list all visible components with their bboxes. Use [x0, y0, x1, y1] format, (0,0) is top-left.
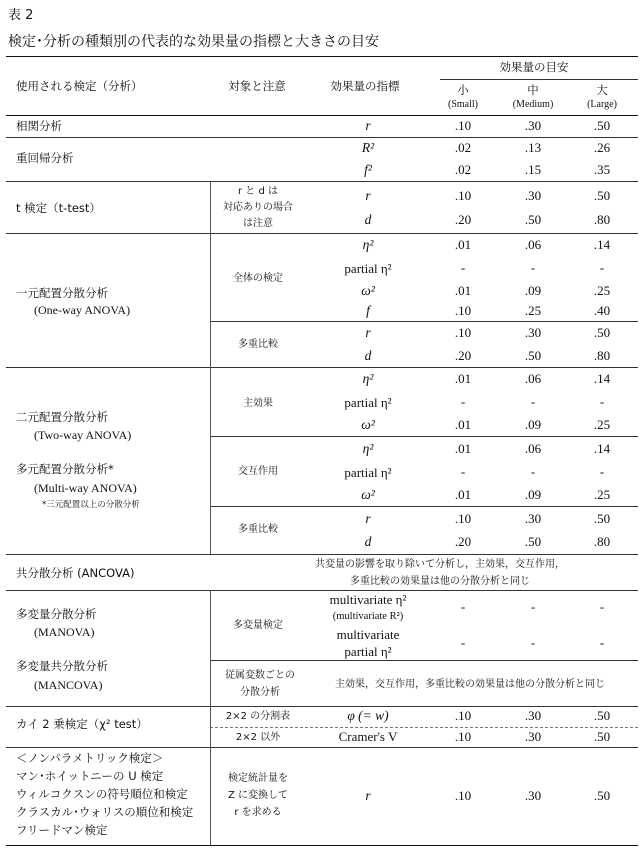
index-cell: r — [365, 188, 371, 203]
value-large: .14 — [593, 237, 611, 252]
note-line: 検定統計量を — [228, 773, 288, 784]
test-mann-whitney: マン･ホイットニーの U 検定 — [16, 769, 164, 783]
index-cell: f — [366, 303, 370, 318]
value-large: .80 — [593, 348, 611, 363]
header-target: 対象と注意 — [228, 79, 286, 93]
value-medium: .30 — [524, 511, 542, 526]
test-ancova: 共分散分析 (ANCOVA) — [16, 566, 135, 580]
value-medium: .13 — [524, 140, 542, 155]
value-small: - — [460, 635, 466, 650]
value-small: .10 — [454, 188, 472, 203]
value-small: .10 — [454, 325, 472, 340]
header-medium: 中 — [527, 83, 539, 97]
value-medium: .50 — [524, 212, 542, 227]
value-small: - — [460, 394, 466, 409]
rule-after-t — [6, 233, 638, 234]
value-large: .50 — [593, 788, 611, 803]
value-large: .26 — [593, 140, 611, 155]
rule-after-multi — [6, 554, 638, 555]
index-cell: d — [364, 348, 372, 363]
test-wilcoxon: ウィルコクスンの符号順位和検定 — [16, 787, 188, 801]
table-number: 表 2 — [8, 8, 34, 23]
vline-multi — [210, 367, 211, 554]
value-medium: .09 — [524, 417, 542, 432]
vline-oneway — [210, 233, 211, 367]
value-large: .80 — [593, 212, 611, 227]
header-medium-en: (Medium) — [512, 99, 554, 110]
test-twoway: 二元配置分散分析 — [16, 410, 108, 424]
label-interaction: 交互作用 — [238, 466, 278, 477]
note-line: 対応ありの場合 — [223, 202, 293, 213]
value-small: - — [460, 599, 466, 614]
value-large: .35 — [593, 162, 611, 177]
test-oneway: 一元配置分散分析 — [16, 286, 108, 300]
test-multiway-en: (Multi-way ANOVA) — [34, 481, 137, 495]
test-mancova: 多変量共分散分析 — [16, 659, 108, 673]
value-large: .40 — [593, 303, 611, 318]
rule-after-oneway — [6, 367, 638, 368]
value-large: .14 — [593, 371, 611, 386]
value-small: .10 — [454, 303, 472, 318]
index-cell: η² — [362, 371, 374, 386]
label-posthoc: 多重比較 — [238, 524, 278, 535]
test-manova: 多変量分散分析 — [16, 607, 97, 621]
rule-after-reg — [6, 181, 638, 182]
value-medium: - — [530, 394, 536, 409]
target-cell: 2×2 の分割表 — [225, 711, 291, 722]
index-cell-sub: (multivariate R²) — [332, 611, 404, 622]
value-medium: .30 — [524, 788, 542, 803]
table-title: 検定･分析の種類別の代表的な効果量の指標と大きさの目安 — [8, 34, 379, 50]
test-correlation: 相関分析 — [16, 119, 62, 133]
value-medium: - — [530, 635, 536, 650]
value-medium: .09 — [524, 283, 542, 298]
value-small: .01 — [454, 417, 472, 432]
test-mancova-en: (MANCOVA) — [34, 678, 103, 692]
value-small: .10 — [454, 788, 472, 803]
rule-chi-split — [210, 727, 638, 728]
header-test: 使用される検定（分析） — [16, 79, 143, 93]
rule-after-manova — [6, 706, 638, 707]
header-index: 効果量の指標 — [330, 79, 400, 93]
test-manova-en: (MANOVA) — [34, 625, 95, 639]
index-cell: f² — [364, 162, 372, 177]
value-large: .25 — [593, 417, 611, 432]
rule-bottom — [6, 845, 638, 846]
test-kruskal-wallis: クラスカル･ウォリスの順位和検定 — [16, 805, 194, 819]
rule-inter-split — [210, 506, 638, 507]
header-small: 小 — [457, 83, 469, 97]
value-large: - — [599, 394, 605, 409]
test-oneway-en: (One-way ANOVA) — [34, 303, 131, 317]
index-cell: r — [365, 118, 371, 133]
target-cell: 2×2 以外 — [235, 732, 281, 743]
value-medium: .06 — [524, 371, 542, 386]
value-medium: .06 — [524, 441, 542, 456]
index-cell: φ (= w) — [347, 708, 389, 723]
value-large: .25 — [593, 487, 611, 502]
label-omnibus: 全体の検定 — [233, 273, 283, 284]
index-cell: multivariate — [336, 627, 400, 642]
note-line: 多重比較の効果量は他の分散分析と同じ — [350, 576, 530, 587]
value-small: .01 — [454, 283, 472, 298]
test-t: t 検定（t-test） — [16, 201, 101, 215]
test-friedman: フリードマン検定 — [16, 823, 108, 837]
value-small: .01 — [454, 487, 472, 502]
test-chi-square: カイ 2 乗検定（χ² test） — [16, 717, 148, 731]
footnote-multiway: *三元配置以上の分散分析 — [42, 500, 140, 510]
value-large: - — [599, 599, 605, 614]
value-medium: .30 — [524, 188, 542, 203]
test-multiway: 多元配置分散分析* — [16, 462, 114, 476]
vline-manova — [210, 590, 211, 706]
value-large: - — [599, 260, 605, 275]
value-small: - — [460, 260, 466, 275]
value-large: .50 — [593, 118, 611, 133]
index-cell: r — [365, 788, 371, 803]
label-dv-anova: 従属変数ごとの — [225, 670, 295, 681]
index-cell: r — [365, 511, 371, 526]
index-cell: η² — [362, 441, 374, 456]
value-medium: .50 — [524, 348, 542, 363]
test-regression: 重回帰分析 — [16, 151, 74, 165]
value-small: .02 — [454, 140, 472, 155]
vline-t — [210, 181, 211, 233]
rule-after-chi — [6, 747, 638, 748]
value-medium: .30 — [524, 325, 542, 340]
value-large: .50 — [593, 708, 611, 723]
value-small: - — [460, 464, 466, 479]
rule-header-bottom — [6, 115, 638, 116]
value-small: .01 — [454, 237, 472, 252]
index-cell: multivariate η² — [329, 592, 407, 607]
value-large: .14 — [593, 441, 611, 456]
note-line: r と d は — [238, 186, 278, 197]
test-twoway-en: (Two-way ANOVA) — [34, 428, 132, 442]
label-dv-anova: 分散分析 — [240, 687, 280, 698]
value-small: .20 — [454, 348, 472, 363]
note-line: は注意 — [243, 218, 273, 229]
header-guide: 効果量の目安 — [499, 60, 569, 74]
value-medium: .30 — [524, 118, 542, 133]
value-medium: .06 — [524, 237, 542, 252]
index-cell: partial η² — [344, 465, 392, 480]
index-cell: ω² — [361, 487, 375, 502]
value-small: .01 — [454, 441, 472, 456]
index-cell: ω² — [361, 417, 375, 432]
value-medium: .30 — [524, 729, 542, 744]
index-cell: η² — [362, 237, 374, 252]
label-main-effect: 主効果 — [243, 398, 273, 409]
rule-oneway-split — [210, 321, 638, 322]
rule-after-corr — [6, 137, 638, 138]
rule-guide-sub — [440, 79, 638, 80]
value-small: .20 — [454, 212, 472, 227]
label-multivariate-test: 多変量検定 — [233, 620, 283, 631]
header-small-en: (Small) — [448, 99, 478, 110]
header-large: 大 — [596, 83, 608, 97]
index-cell: partial η² — [344, 261, 392, 276]
vline-chi — [210, 706, 211, 747]
rule-manova-split — [210, 660, 638, 661]
note-line: Z に変換して — [227, 790, 289, 801]
index-cell: ω² — [361, 283, 375, 298]
index-cell: partial η² — [344, 395, 392, 410]
index-cell-sub: partial η² — [344, 644, 392, 659]
note-line: r を求める — [234, 807, 282, 818]
value-large: .25 — [593, 283, 611, 298]
value-large: .50 — [593, 188, 611, 203]
value-small: .20 — [454, 534, 472, 549]
header-large-en: (Large) — [587, 99, 617, 110]
value-small: .01 — [454, 371, 472, 386]
value-medium: .09 — [524, 487, 542, 502]
test-nonparametric-heading: ＜ノンパラメトリック検定＞ — [16, 751, 164, 765]
index-cell: r — [365, 325, 371, 340]
value-large: .50 — [593, 511, 611, 526]
rule-after-ancova — [6, 590, 638, 591]
value-small: .10 — [454, 511, 472, 526]
value-large: .80 — [593, 534, 611, 549]
index-cell: d — [364, 212, 372, 227]
index-cell: R² — [361, 140, 375, 155]
label-posthoc: 多重比較 — [238, 339, 278, 350]
index-cell: d — [364, 534, 372, 549]
value-medium: - — [530, 464, 536, 479]
value-small: .10 — [454, 118, 472, 133]
value-large: - — [599, 464, 605, 479]
value-medium: .50 — [524, 534, 542, 549]
note-line: 主効果，交互作用，多重比較の効果量は他の分散分析と同じ — [335, 679, 605, 690]
value-medium: - — [530, 260, 536, 275]
value-medium: .15 — [524, 162, 542, 177]
vline-np — [210, 747, 211, 845]
value-large: - — [599, 635, 605, 650]
value-large: .50 — [593, 729, 611, 744]
value-medium: - — [530, 599, 536, 614]
rule-main-split — [210, 436, 638, 437]
index-cell: Cramer's V — [338, 729, 398, 744]
value-small: .10 — [454, 729, 472, 744]
note-line: 共変量の影響を取り除いて分析し，主効果，交互作用， — [315, 559, 565, 570]
value-small: .10 — [454, 708, 472, 723]
value-small: .02 — [454, 162, 472, 177]
value-large: .50 — [593, 325, 611, 340]
value-medium: .25 — [524, 303, 542, 318]
value-medium: .30 — [524, 708, 542, 723]
rule-top — [6, 56, 638, 57]
